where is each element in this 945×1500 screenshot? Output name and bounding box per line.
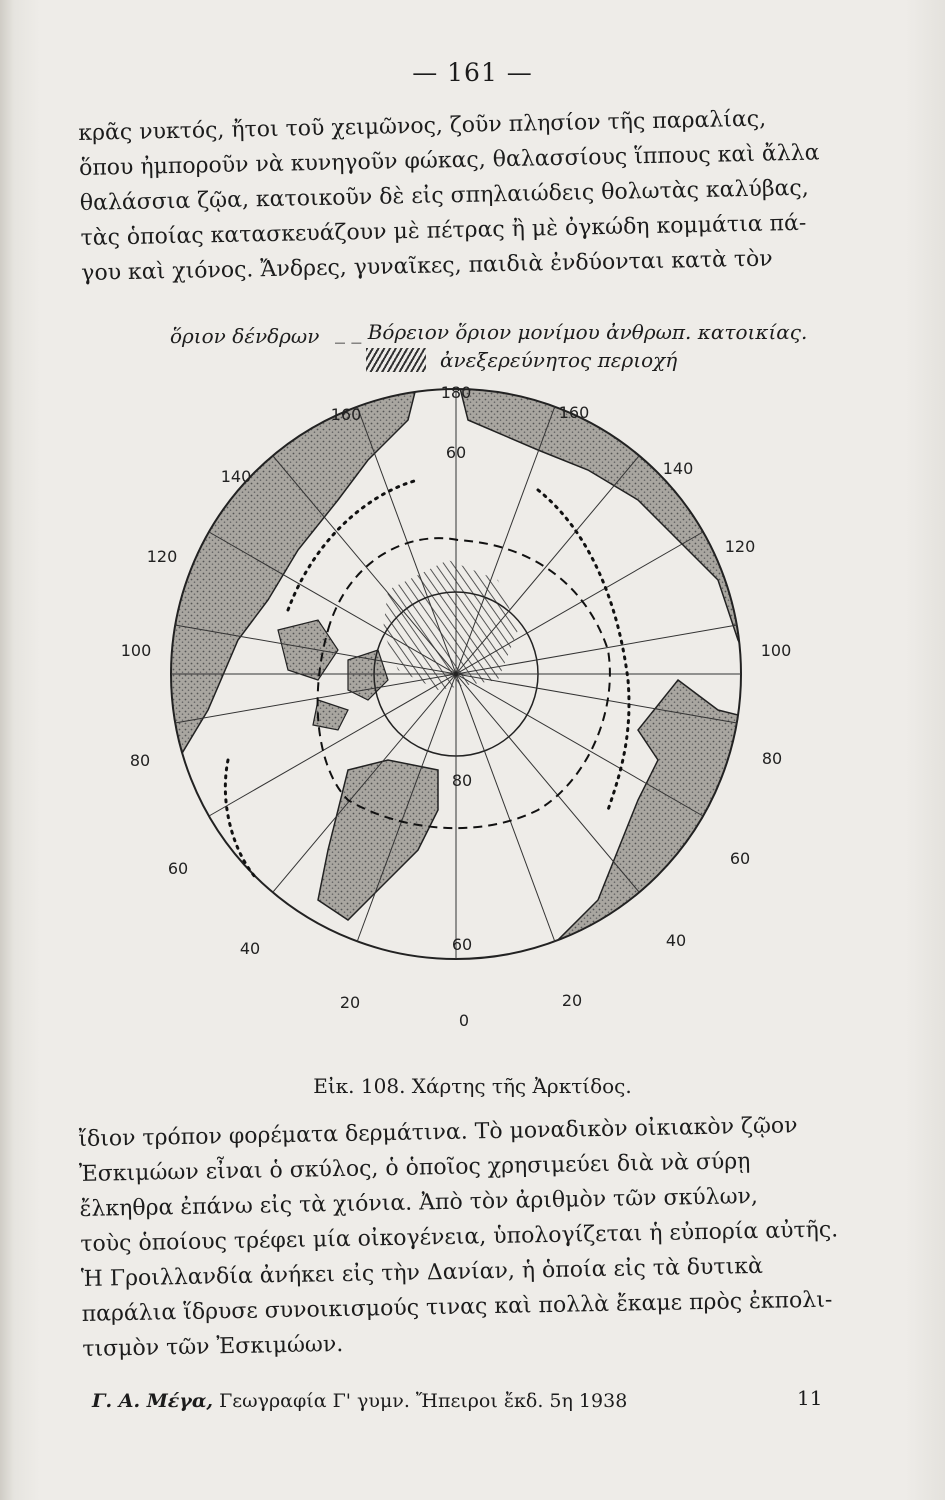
footer-signature: 11 bbox=[797, 1386, 823, 1410]
figure-caption: Εἰκ. 108. Χάρτης τῆς Ἀρκτίδος. bbox=[313, 1074, 632, 1098]
footer-title: Γεωγραφία Γ' γυμν. Ἤπειροι ἔκδ. 5η 1938 bbox=[213, 1390, 628, 1412]
arctic-map bbox=[118, 380, 798, 1030]
meridian-label: 80 bbox=[761, 749, 783, 768]
meridian-label: 100 bbox=[760, 641, 792, 660]
meridian-label: 180 bbox=[440, 383, 472, 402]
text-line: γου καὶ χιόνος. Ἄνδρες, γυναῖκες, παιδιὰ ἐνδύονται κατὰ τὸν bbox=[81, 246, 773, 286]
meridian-label: 100 bbox=[120, 641, 152, 660]
legend-tree-line: ὅριον δένδρων bbox=[170, 324, 320, 348]
text-line: τὰς ὁποίας κατασκευάζουν μὲ πέτρας ἢ μὲ ὀγκώδη κομμάτια πά- bbox=[80, 210, 807, 251]
text-line: θαλάσσια ζῷα, κατοικοῦν δὲ εἰς σπηλαιώδεις θολωτὰς καλύβας, bbox=[79, 175, 809, 216]
meridian-label: 40 bbox=[239, 939, 261, 958]
meridian-label: 160 bbox=[558, 403, 590, 422]
legend-unexplored: ἀνεξερεύνητος περιοχή bbox=[440, 348, 678, 372]
footer-author: Γ. Α. Μέγα, bbox=[92, 1390, 214, 1412]
latitude-label: 80 bbox=[451, 771, 473, 790]
legend-hatch-swatch bbox=[366, 348, 426, 372]
meridian-label: 160 bbox=[330, 405, 362, 424]
meridian-label: 120 bbox=[146, 547, 178, 566]
bottom-paragraph bbox=[78, 1107, 853, 1367]
meridian-label: 20 bbox=[561, 991, 583, 1010]
meridian-label: 80 bbox=[129, 751, 151, 770]
meridian-label: 20 bbox=[339, 993, 361, 1012]
text-line: τισμὸν τῶν Ἐσκιμώων. bbox=[82, 1331, 344, 1362]
map-legend bbox=[170, 318, 810, 388]
top-paragraph bbox=[78, 100, 851, 291]
text-line: ὅπου ἠμποροῦν νὰ κυνηγοῦν φώκας, θαλασσίους ἵππους καὶ ἄλλα bbox=[78, 140, 820, 181]
text-line: ἔλκηθρα ἐπάνω εἰς τὰ χιόνια. Ἀπὸ τὸν ἀριθμὸν τῶν σκύλων, bbox=[79, 1183, 759, 1222]
land-europe bbox=[518, 680, 798, 1030]
meridian-label: 140 bbox=[220, 467, 252, 486]
text-line: παράλια ἵδρυσε συνοικισμούς τινας καὶ πολλὰ ἔκαμε πρὸς ἐκπολι- bbox=[81, 1287, 833, 1327]
meridian-label: 120 bbox=[724, 537, 756, 556]
meridian-label: 60 bbox=[729, 849, 751, 868]
page-number: — 161 — bbox=[412, 58, 533, 87]
text-line: Ἡ Γροιλλανδία ἀνήκει εἰς τὴν Δανίαν, ἡ ὁποία εἰς τὰ δυτικὰ bbox=[80, 1253, 764, 1292]
latitude-label: 60 bbox=[445, 443, 467, 462]
latitude-label: 60 bbox=[451, 935, 473, 954]
legend-settlement-line: _ _ Βόρειον ὅριον μονίμου ἀνθρωπ. κατοικίας. bbox=[335, 320, 808, 344]
meridian-label: 40 bbox=[665, 931, 687, 950]
meridian-label: 0 bbox=[458, 1011, 470, 1030]
text-line: κρᾶς νυκτός, ἤτοι τοῦ χειμῶνος, ζοῦν πλησίον τῆς παραλίας, bbox=[78, 106, 767, 146]
footer-line bbox=[92, 1390, 627, 1412]
meridian-label: 60 bbox=[167, 859, 189, 878]
land-arctic-islands bbox=[278, 620, 388, 730]
north-pole bbox=[454, 672, 458, 676]
land-greenland bbox=[318, 760, 438, 920]
text-line: ἴδιον τρόπον φορέματα δερμάτινα. Τὸ μοναδικὸν οἰκιακὸν ζῷον bbox=[78, 1113, 798, 1152]
text-line: τοὺς ὁποίους τρέφει μία οἰκογένεια, ὑπολογίζεται ἡ εὐπορία αὐτῆς. bbox=[80, 1217, 839, 1257]
text-line: Ἐσκιμώων εἶναι ὁ σκύλος, ὁ ὁποῖος χρησιμεύει διὰ νὰ σύρῃ bbox=[78, 1149, 751, 1187]
meridian-label: 140 bbox=[662, 459, 694, 478]
